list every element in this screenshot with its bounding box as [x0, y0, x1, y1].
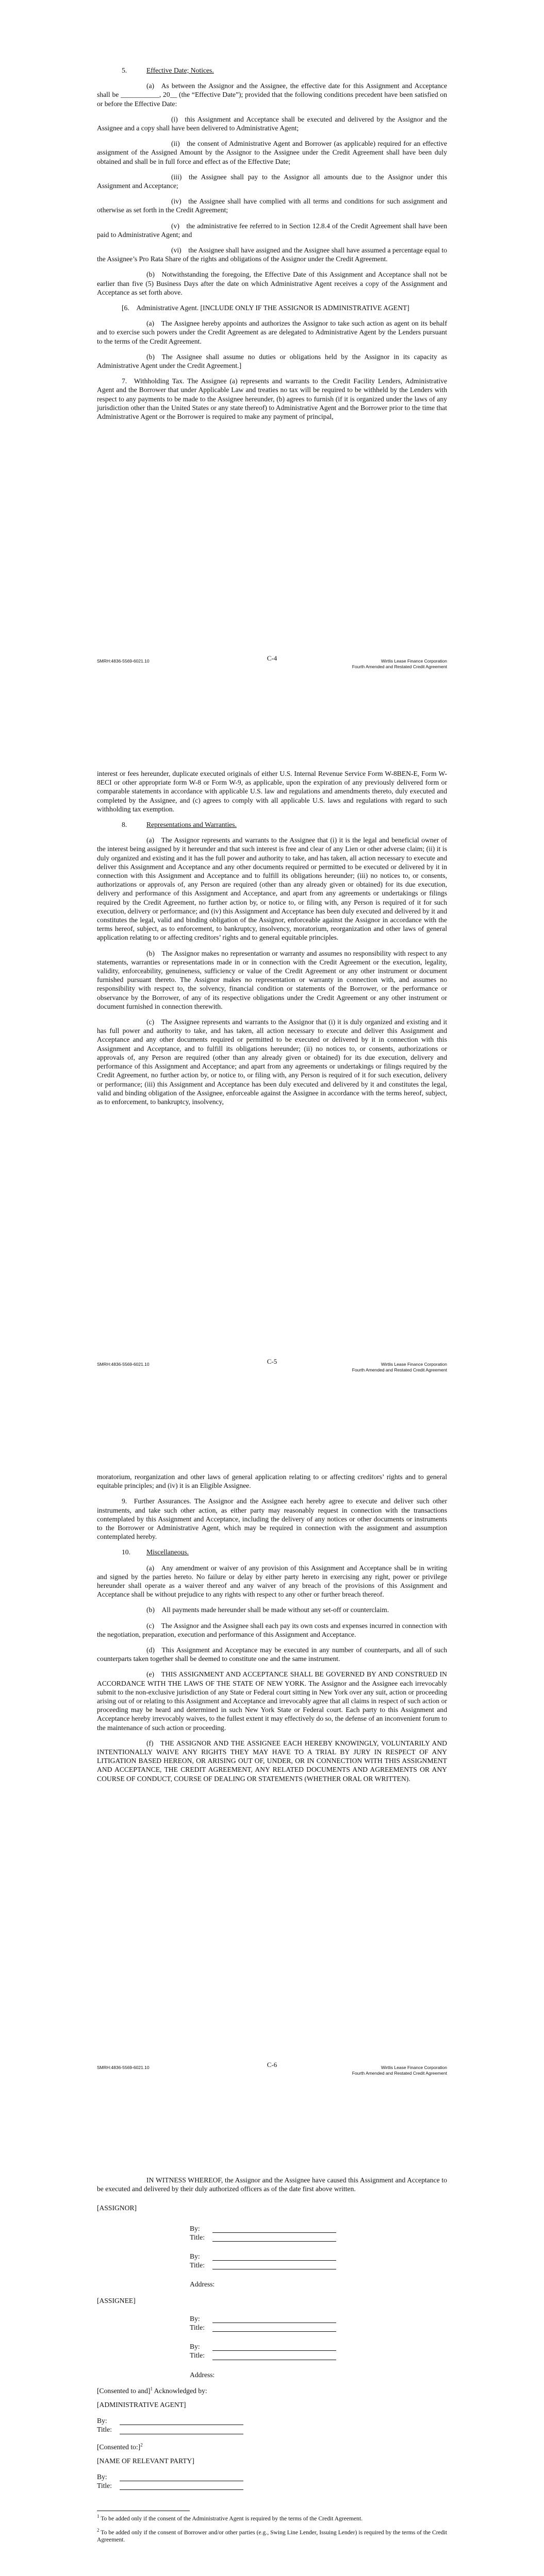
consent-to: [Consented to:]$^2$: [97, 2442, 143, 2451]
section-8a: (a) The Assignor represents and warrants to the Assignee that (i) it is the legal and beneficial owner of the interest being assigned by it hereunder and that such interest is free and clear of any Lien or other adverse claim; (ii) it is duly organized and existing and it has the full power and authority to take, and has taken, all action necessary to execute and deliver this Assignment and Acceptance and any other documents required or permitted to be executed or delivered by it in connection with this Assignment and Acceptance and to fulfill its obligations hereunder; (iii) no notices to, or consents, authorizations or approvals of, any Person are required (other than any already given or obtained) for its due execution, delivery and performance of this Assignment and Acceptance, and apart from any agreements or undertakings or filings required by the Credit Agreement, no further action by, or notice to, or filing with, any Person is required of it for such execution, delivery or performance; and (iv) this Assignment and Acceptance has been duly executed and delivered by it and constitutes the legal, valid and binding obligation of the Assignor, enforceable against the Assignor in accordance with the terms hereof, subject, as to enforcement, to bankruptcy, insolvency, moratorium, reorganization and other laws of general application relating to or affecting creditors’ rights and to general equitable principles.: [97, 836, 447, 942]
title-line[interactable]: Title:: [97, 2425, 447, 2434]
section-6-heading: [6. Administrative Agent. [INCLUDE ONLY IF THE ASSIGNOR IS ADMINISTRATIVE AGENT]: [122, 304, 409, 312]
assignee-signature-block: [97, 2314, 447, 2379]
signature-line[interactable]: By:: [97, 2472, 447, 2481]
agent-heading: [ADMINISTRATIVE AGENT]: [97, 2401, 186, 2409]
section-10a: (a) Any amendment or waiver of any provision of this Assignment and Acceptance shall be in writing and signed by the parties hereto. No failure or delay by either party hereto in exercising any right, power or privilege hereunder shall operate as a waiver thereof and any waiver of any breach of the provisions of this Assignment and Acceptance shall be without prejudice to any rights with respect to any other or further breach thereof.: [97, 1564, 447, 1599]
signature-line[interactable]: By:: [190, 2224, 447, 2233]
corp-name: Wirtlis Lease Finance Corporation Fourth Amended and Restated Credit Agreement: [352, 658, 447, 669]
signature-line[interactable]: By:: [190, 2342, 447, 2351]
section-5a-v: (v) the administrative fee referred to in Section 12.8.4 of the Credit Agreement shall have been paid to Administrative Agent; and: [97, 222, 447, 239]
section-8c-continued: moratorium, reorganization and other laws of general application relating to or affecting creditors’ rights and to general equitable principles; and (iv) it is an Eligible Assignee.: [97, 1473, 447, 1490]
section-6b: (b) The Assignee shall assume no duties or obligations held by the Assignor in its capacity as Administrative Agent under the Credit Agreement.]: [97, 352, 447, 370]
section-8c: (c) The Assignee represents and warrants to the Assignor that (i) it is duly organized and existing and it has full power and authority to take, and has taken, all action necessary to execute and deliver this Assignment and Acceptance and any other documents required or permitted to be executed or delivered by it in connection with this Assignment and Acceptance, and to fulfill its obligations hereunder; (ii) no notices to, or consents, authorizations or approvals of, any Person are required (other than any already given or obtained) for its due execution, delivery and performance of this Assignment and Acceptance; and apart from any agreements or undertakings or filings required by the Credit Agreement, no further action by, or notice to, or filing with, any Person is required of it for such execution, delivery or performance; (iii) this Assignment and Acceptance has been duly executed and delivered by it and constitutes the legal, valid and binding obligation of the Assignee, enforceable against the Assignee in accordance with the terms hereof, subject, as to enforcement, to bankruptcy, insolvency,: [97, 1018, 447, 1106]
page-c5: [0, 703, 544, 1406]
section-7-continued: interest or fees hereunder, duplicate executed originals of either U.S. Internal Revenue Service Form W-8BEN-E, Form W-8ECI or other appropriate form W-8 or Form W-9, as applicable, upon the expiration of any previously delivered form or comparable statements in accordance with applicable U.S. law and regulations and amendments thereto, duly executed and completed by the Assignee, and (c) agrees to comply with all applicable U.S. laws and regulations with regard to such withholding tax exemption.: [97, 770, 447, 813]
page-number: C-4: [267, 654, 277, 662]
section-8b: (b) The Assignor makes no representation or warranty and assumes no responsibility with respect to any statements, warranties or representations made in or in connection with the Credit Agreement or the execution, legality, validity, enforceability, genuineness, sufficiency or value of the Credit Agreement or any other instrument or document furnished pursuant thereto. The Assignor makes no representation or warranty in connection with, and assumes no responsibility with respect to, the solvency, financial condition or statements of the Borrower, or the performance or observance by the Borrower, of any of its respective obligations under the Credit Agreement or any other instrument or document furnished in connection therewith.: [97, 949, 447, 1010]
section-5a: (a) As between the Assignor and the Assignee, the effective date for this Assignment and Acceptance shall be ___________, 20__ (the “Effective Date”); provided that the following conditions precedent have been satisfied on or before the Effective Date:: [97, 82, 447, 108]
section-5-title: Effective Date; Notices.: [146, 66, 214, 74]
section-9: 9. Further Assurances. The Assignor and the Assignee each hereby agree to execute and deliver such other instruments, and take such other action, as either party may reasonably request in connection with the transactions contemplated by this Assignment and Acceptance, including the delivery of any notices or other documents or instruments to the Borrower or Administrative Agent, which may be required in connection with the assignment and assumption contemplated hereby.: [97, 1497, 447, 1541]
title-line[interactable]: Title:: [190, 2323, 447, 2332]
witness-clause: IN WITNESS WHEREOF, the Assignor and the Assignee have caused this Assignment and Acceptance to be executed and delivered by their duly authorized officers as of the date first above written.: [97, 2176, 447, 2193]
page-c4: [0, 0, 544, 703]
doc-id: SMRH:4836-5569-6021.10: [97, 1362, 150, 1367]
corp-name: Wirtlis Lease Finance Corporation Fourth Amended and Restated Credit Agreement: [352, 2065, 447, 2076]
title-line[interactable]: Title:: [190, 2261, 447, 2269]
section-8-title: Representations and Warranties.: [146, 821, 237, 829]
footnote-1: $^1$ To be added only if the consent of the Administrative Agent is required by the terms of the Credit Agreement.: [97, 2514, 363, 2522]
doc-id: SMRH:4836-5569-6021.10: [97, 2065, 150, 2070]
section-10d: (d) This Assignment and Acceptance may be executed in any number of counterparts, and all of such counterparts taken together shall be deemed to constitute one and the same instrument.: [97, 1646, 447, 1663]
section-5-heading: 5. Effective Date; Notices.: [122, 66, 214, 74]
section-5a-iv: (iv) the Assignee shall have complied with all terms and conditions for such assignment and otherwise as set forth in the Credit Agreement;: [97, 197, 447, 214]
page-c6: [0, 1406, 544, 2110]
section-10f: (f) THE ASSIGNOR AND THE ASSIGNEE EACH HEREBY KNOWINGLY, VOLUNTARILY AND INTENTIONALLY WAIVE ANY RIGHTS THEY MAY HAVE TO A TRIAL BY JURY IN RESPECT OF ANY LITIGATION BASED HEREON, OR ARISING OUT OF, UNDER, OR IN CONNECTION WITH THIS ASSIGNMENT AND ACCEPTANCE, THE CREDIT AGREEMENT, ANY RELATED DOCUMENTS AND AGREEMENTS OR ANY COURSE OF CONDUCT, COURSE OF DEALING OR STATEMENTS (WHETHER ORAL OR WRITTEN).: [97, 1739, 447, 1783]
party-signature-block: [97, 2472, 447, 2490]
address-label: Address:: [190, 2280, 215, 2289]
section-10e: (e) THIS ASSIGNMENT AND ACCEPTANCE SHALL BE GOVERNED BY AND CONSTRUED IN ACCORDANCE WITH THE LAWS OF THE STATE OF NEW YORK. The Assignor and the Assignee each irrevocably submit to the non-exclusive jurisdiction of any State or Federal court sitting in New York over any suit, action or proceeding arising out of or relating to this Assignment and Acceptance and irrevocably agree that all claims in respect of such action or proceeding may be heard and determined in such New York State or Federal court. Each party to this Assignment and Acceptance hereby irrevocably waives, to the fullest extent it may effectively do so, the defense of an inconvenient forum to the maintenance of such action or proceeding.: [97, 1670, 447, 1732]
corp-name: Wirtlis Lease Finance Corporation Fourth Amended and Restated Credit Agreement: [352, 1362, 447, 1372]
section-5a-i: (i) this Assignment and Acceptance shall be executed and delivered by the Assignor and the Assignee and a copy shall have been delivered to Administrative Agent;: [97, 115, 447, 132]
section-10c: (c) The Assignor and the Assignee shall each pay its own costs and expenses incurred in connection with the negotiation, preparation, execution and performance of this Assignment and Acceptance.: [97, 1621, 447, 1638]
section-8-heading: 8. Representations and Warranties.: [122, 821, 237, 829]
title-line[interactable]: Title:: [97, 2481, 447, 2490]
section-10-title: Miscellaneous.: [146, 1548, 189, 1556]
title-line[interactable]: Title:: [190, 2351, 447, 2360]
section-5a-iii: (iii) the Assignee shall pay to the Assignor all amounts due to the Assignor under this Assignment and Acceptance;: [97, 173, 447, 190]
relevant-party-heading: [NAME OF RELEVANT PARTY]: [97, 2456, 194, 2465]
doc-id: SMRH:4836-5569-6021.10: [97, 658, 150, 664]
page-number: C-5: [267, 1358, 277, 1365]
page-c7: [0, 2110, 544, 2576]
page-number: C-6: [267, 2061, 277, 2069]
signature-line[interactable]: By:: [190, 2252, 447, 2261]
section-10-heading: 10. Miscellaneous.: [122, 1548, 189, 1556]
section-5a-ii: (ii) the consent of Administrative Agent and Borrower (as applicable) required for an effective assignment of the Assigned Amount by the Assignor to the Assignee under the Credit Agreement shall have been duly obtained and shall be in full force and effect as of the Effective Date;: [97, 140, 447, 165]
section-6a: (a) The Assignee hereby appoints and authorizes the Assignor to take such action as agent on its behalf and to exercise such powers under the Credit Agreement as are delegated to Administrative Agent by the Lenders pursuant to the terms of the Credit Agreement.: [97, 319, 447, 345]
section-5b: (b) Notwithstanding the foregoing, the Effective Date of this Assignment and Acceptance shall not be earlier than five (5) Business Days after the date on which Administrative Agent receives a copy of the Assignment and Acceptance as set forth above.: [97, 270, 447, 296]
assignor-signature-block: [97, 2224, 447, 2289]
section-5a-vi: (vi) the Assignee shall have assigned and the Assignee shall have assumed a percentage equal to the Assignee’s Pro Rata Share of the rights and obligations of the Assignor under the Credit Agreement.: [97, 246, 447, 263]
section-7: 7. Withholding Tax. The Assignee (a) represents and warrants to the Credit Facility Lenders, Administrative Agent and the Borrower that under Applicable Law and treaties no tax will be required to be withheld by the Lenders with respect to any payments to be made to the Assignee hereunder, (b) agrees to furnish (if it is organized under the laws of any jurisdiction other than the United States or any state thereof) to Administrative Agent and the Borrower prior to the time that Administrative Agent or the Borrower is required to make any payment of principal,: [97, 377, 447, 421]
section-10b: (b) All payments made hereunder shall be made without any set-off or counterclaim.: [146, 1606, 389, 1614]
address-label: Address:: [190, 2370, 215, 2379]
assignee-heading: [ASSIGNEE]: [97, 2296, 136, 2304]
footnote-2: $^2$ To be added only if the consent of Borrower and/or other parties (e.g., Swing Line Lender, Issuing Lender) is required by the terms of the Credit Agreement.: [97, 2528, 447, 2544]
agent-signature-block: [97, 2416, 447, 2434]
signature-line[interactable]: By:: [97, 2416, 447, 2425]
title-line[interactable]: Title:: [190, 2233, 447, 2242]
assignor-heading: [ASSIGNOR]: [97, 2204, 137, 2212]
signature-line[interactable]: By:: [190, 2314, 447, 2323]
consent-acknowledged: [Consented to and]$^1$ Acknowledged by:: [97, 2386, 207, 2395]
